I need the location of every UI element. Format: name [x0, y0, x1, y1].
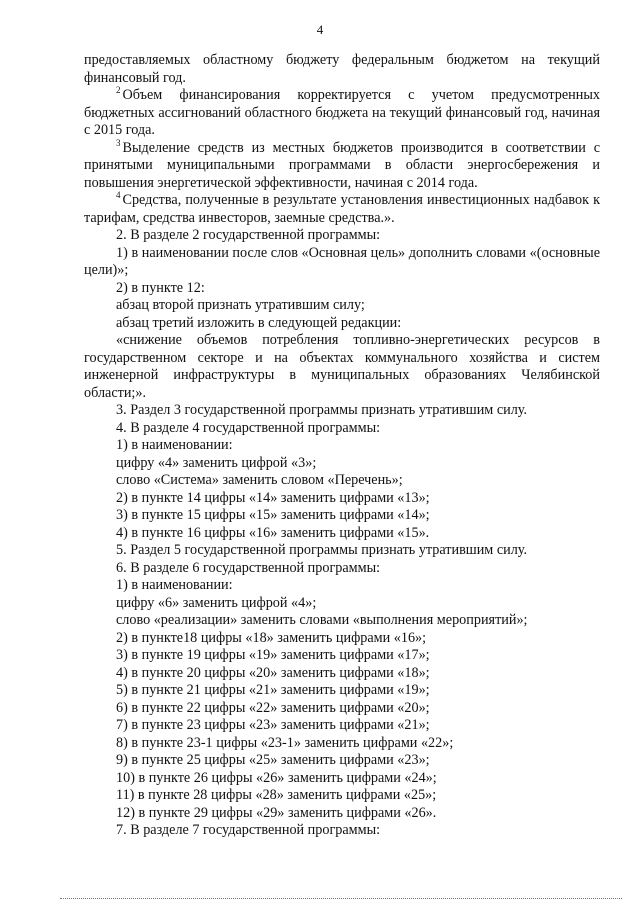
paragraph-text: 5) в пункте 21 цифры «21» заменить цифрами «19»; [116, 682, 430, 698]
bottom-rule [60, 898, 622, 899]
footnote-paragraph [84, 192, 600, 227]
paragraph [84, 402, 600, 420]
paragraph-text: 3. Раздел 3 государственной программы признать утратившим силу. [116, 402, 528, 418]
paragraph-text: слово «реализации» заменить словами «выполнения мероприятий»; [116, 612, 528, 628]
paragraph-text: 2) в пункте 14 цифры «14» заменить цифрами «13»; [116, 489, 430, 506]
paragraph-text: Объем финансирования корректируется с учетом предусмотренных бюджетных ассигнований областного бюджета на текущий финансовый год, начиная с 2015 года. [84, 87, 600, 138]
paragraph-text: абзац третий изложить в следующей редакции: [116, 314, 402, 331]
paragraph-text: 7) в пункте 23 цифры «23» заменить цифрами «21»; [116, 717, 430, 733]
paragraph-text: 1) в наименовании: [116, 437, 233, 453]
paragraph [84, 595, 600, 613]
paragraph-text: Выделение средств из местных бюджетов производится в соответствии с принятыми муниципальными программами в области энергосбережения и повышения энергетической эффективности, начиная с 2014 года. [84, 139, 600, 191]
footnote-marker: 4 [116, 190, 121, 200]
paragraph [84, 437, 600, 455]
page-number: 4 [316, 22, 324, 37]
paragraph [84, 560, 600, 578]
paragraph [84, 822, 600, 840]
paragraph [84, 507, 600, 525]
paragraph [84, 665, 600, 683]
paragraph-text: 8) в пункте 23-1 цифры «23-1» заменить цифрами «22»; [116, 734, 454, 751]
paragraph-text: предоставляемых областному бюджету федеральным бюджетом на текущий финансовый год. [84, 52, 600, 86]
paragraph [84, 280, 600, 298]
paragraph-text: 12) в пункте 29 цифры «29» заменить цифрами «26». [116, 804, 437, 821]
paragraph [84, 420, 600, 438]
paragraph [84, 577, 600, 595]
paragraph-text: 10) в пункте 26 цифры «26» заменить цифрами «24»; [116, 769, 437, 786]
paragraph [84, 542, 600, 560]
paragraph-text: 4. В разделе 4 государственной программы: [116, 419, 381, 436]
paragraph [84, 805, 600, 823]
paragraph [84, 735, 600, 753]
paragraph [84, 752, 600, 770]
paragraph [84, 472, 600, 490]
paragraph-text: 2. В разделе 2 государственной программы: [116, 227, 381, 243]
footnote-marker: 3 [116, 137, 121, 148]
paragraph [84, 525, 600, 543]
paragraph-text: 6) в пункте 22 цифры «22» заменить цифрами «20»; [116, 699, 430, 716]
document-body [84, 52, 600, 840]
paragraph-text: цифру «4» заменить цифрой «3»; [116, 454, 317, 471]
paragraph [84, 700, 600, 718]
paragraph-text: 1) в наименовании: [116, 577, 233, 593]
paragraph-text: 9) в пункте 25 цифры «25» заменить цифрами «23»; [116, 752, 430, 768]
paragraph-text: 5. Раздел 5 государственной программы признать утратившим силу. [116, 542, 528, 558]
paragraph [84, 315, 600, 333]
paragraph [84, 227, 600, 245]
paragraph-text: 2) в пункте18 цифры «18» заменить цифрами «16»; [116, 629, 427, 646]
paragraph-text: слово «Система» заменить словом «Перечень»; [116, 472, 403, 488]
paragraph [84, 717, 600, 735]
paragraph-text: 4) в пункте 16 цифры «16» заменить цифрами «15». [116, 524, 430, 541]
paragraph-text: 2) в пункте 12: [116, 279, 205, 296]
paragraph [84, 630, 600, 648]
footnote-marker: 2 [116, 85, 121, 95]
paragraph-text: 11) в пункте 28 цифры «28» заменить цифрами «25»; [116, 787, 437, 803]
paragraph [84, 455, 600, 473]
paragraph [84, 52, 600, 87]
footnote-paragraph [84, 87, 600, 140]
paragraph-text: 1) в наименовании после слов «Основная цель» дополнить словами «(основные цели)»; [84, 244, 600, 278]
paragraph [84, 612, 600, 630]
paragraph [84, 297, 600, 315]
footnote-paragraph [84, 137, 600, 193]
paragraph-text: «снижение объемов потребления топливно-энергетических ресурсов в государственном секторе и на объектах коммунального хозяйства и систем инженерной инфраструктуры в муниципальных образованиях Челябинской области;». [84, 332, 600, 401]
paragraph-text: абзац второй признать утратившим силу; [116, 297, 365, 313]
paragraph-text: 4) в пункте 20 цифры «20» заменить цифрами «18»; [116, 664, 430, 681]
paragraph [84, 490, 600, 508]
paragraph-text: 3) в пункте 15 цифры «15» заменить цифрами «14»; [116, 507, 430, 523]
paragraph [84, 332, 600, 402]
paragraph [84, 647, 600, 665]
paragraph-text: 7. В разделе 7 государственной программы: [116, 822, 381, 838]
paragraph-text: Средства, полученные в результате установления инвестиционных надбавок к тарифам, средства инвесторов, заемные средства.». [84, 192, 600, 226]
paragraph [84, 787, 600, 805]
paragraph-text: 6. В разделе 6 государственной программы: [116, 559, 381, 576]
paragraph-text: цифру «6» заменить цифрой «4»; [116, 594, 317, 611]
paragraph [84, 682, 600, 700]
paragraph [84, 245, 600, 280]
paragraph [84, 770, 600, 788]
paragraph-text: 3) в пункте 19 цифры «19» заменить цифрами «17»; [116, 647, 430, 663]
